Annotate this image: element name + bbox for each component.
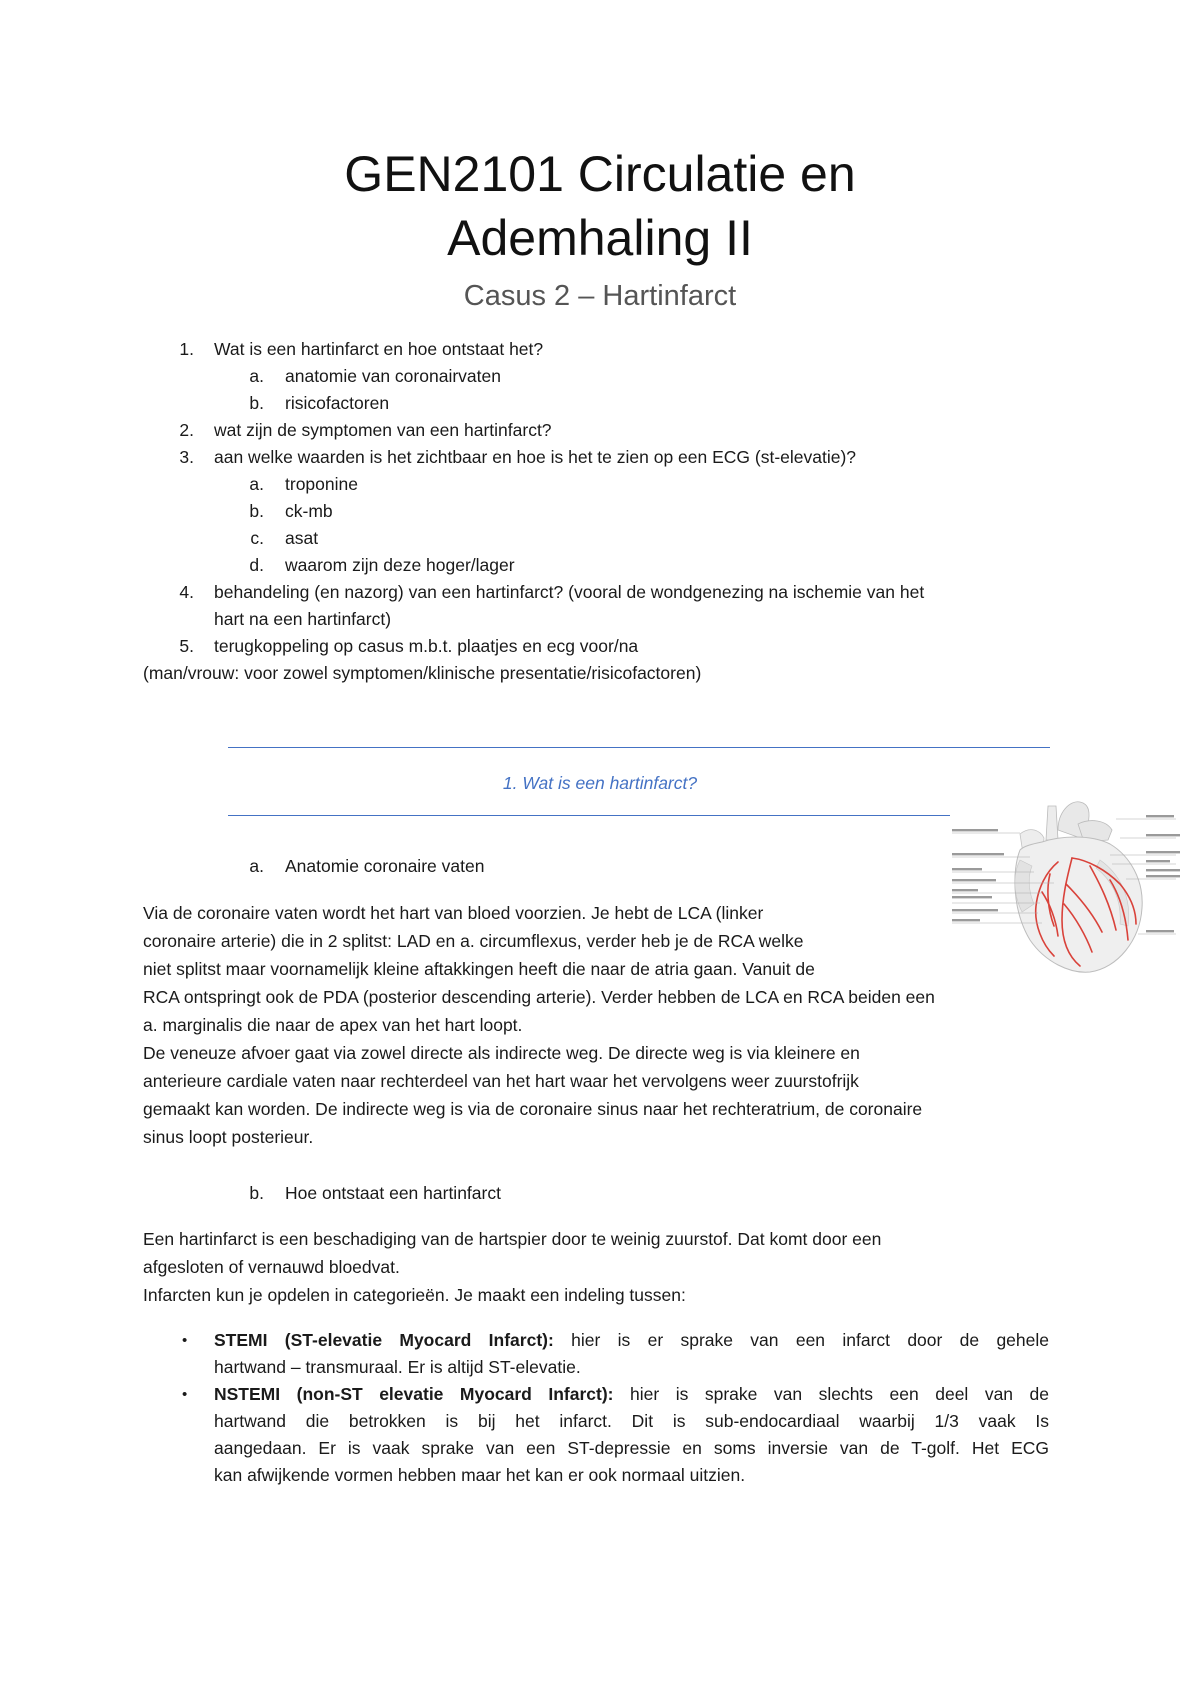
paragraph-line: Via de coronaire vaten wordt het hart van bloed voorzien. Je hebt de LCA (linker — [143, 903, 764, 923]
question-number: 2. — [179, 420, 194, 440]
question-number: 1. — [179, 339, 194, 359]
section-heading: 1. Wat is een hartinfarct? — [502, 773, 698, 793]
question-sub-text: anatomie van coronairvaten — [285, 366, 501, 386]
question-sub-text: asat — [285, 528, 319, 548]
bullet-nstemi-line: hartwand die betrokken is bij het infarct. Dit is sub-endocardiaal waarbij 1/3 vaak Is — [214, 1411, 1049, 1431]
question-text-continued: hart na een hartinfarct) — [214, 609, 392, 629]
bullet-stemi-line: hartwand – transmuraal. Er is altijd ST-elevatie. — [214, 1357, 581, 1377]
question-sub-letter: d. — [249, 555, 264, 575]
question-text: wat zijn de symptomen van een hartinfarct? — [214, 420, 552, 440]
paragraph-line: Een hartinfarct is een beschadiging van de hartspier door te weinig zuurstof. Dat komt door een — [143, 1229, 882, 1249]
question-text: Wat is een hartinfarct en hoe ontstaat het? — [214, 339, 544, 359]
document-subtitle: Casus 2 – Hartinfarct — [463, 280, 737, 312]
subheading-letter: a. — [249, 856, 264, 876]
heading-rule-top — [228, 747, 1050, 748]
question-sub-letter: a. — [249, 366, 264, 386]
question-sub-text: risicofactoren — [285, 393, 390, 413]
paragraph-line: afgesloten of vernauwd bloedvat. — [143, 1257, 400, 1277]
bullet-symbol: • — [182, 1386, 188, 1403]
paragraph-line: Infarcten kun je opdelen in categorieën. Je maakt een indeling tussen: — [143, 1285, 686, 1305]
bullet-nstemi-term: NSTEMI (non-ST elevatie Myocard Infarct): — [214, 1384, 614, 1404]
subheading-letter: b. — [249, 1183, 264, 1203]
document-title-line-1: GEN2101 Circulatie en — [344, 146, 856, 202]
bullet-symbol: • — [182, 1332, 188, 1349]
heading-rule-bottom — [228, 815, 950, 816]
bullet-nstemi-line — [214, 1381, 1049, 1408]
question-sub-letter: a. — [249, 474, 264, 494]
paragraph-line: RCA ontspringt ook de PDA (posterior descending arterie). Verder hebben de LCA en RCA beiden een — [143, 987, 935, 1007]
bullet-stemi-term: STEMI (ST-elevatie Myocard Infarct): — [214, 1330, 554, 1350]
bullet-stemi-text: hier is er sprake van een infarct door de gehele — [553, 1330, 1050, 1350]
paragraph-line: coronaire arterie) die in 2 splitst: LAD en a. circumflexus, verder heb je de RCA welke — [143, 931, 804, 951]
paragraph-line: gemaakt kan worden. De indirecte weg is via de coronaire sinus naar het rechteratrium, de coronaire — [143, 1099, 923, 1119]
heart-coronary-figure — [950, 800, 1182, 980]
question-number: 4. — [179, 582, 194, 602]
question-number: 3. — [179, 447, 194, 467]
bullet-stemi-line — [214, 1327, 1049, 1354]
question-sub-text: waarom zijn deze hoger/lager — [285, 555, 515, 575]
question-text: aan welke waarden is het zichtbaar en hoe is het te zien op een ECG (st-elevatie)? — [214, 447, 857, 467]
subheading-ontstaan: Hoe ontstaat een hartinfarct — [285, 1183, 501, 1203]
question-sub-text: ck-mb — [285, 501, 333, 521]
paragraph-line: sinus loopt posterieur. — [143, 1127, 314, 1147]
question-text: behandeling (en nazorg) van een hartinfarct? (vooral de wondgenezing na ischemie van het — [214, 582, 925, 602]
bullet-nstemi-line: aangedaan. Er is vaak sprake van een ST-depressie en soms inversie van de T-golf. Het ECG — [214, 1438, 1049, 1458]
bullet-nstemi-text: hier is sprake van slechts een deel van de — [613, 1384, 1049, 1404]
questions-note: (man/vrouw: voor zowel symptomen/klinische presentatie/risicofactoren) — [143, 663, 702, 683]
question-number: 5. — [179, 636, 194, 656]
paragraph-line: niet splitst maar voornamelijk kleine aftakkingen heeft die naar de atria gaan. Vanuit de — [143, 959, 815, 979]
question-sub-letter: b. — [249, 393, 264, 413]
question-sub-letter: b. — [249, 501, 264, 521]
bullet-nstemi-line: kan afwijkende vormen hebben maar het kan er ook normaal uitzien. — [214, 1465, 746, 1485]
heart-illustration — [950, 800, 1182, 980]
question-text: terugkoppeling op casus m.b.t. plaatjes en ecg voor/na — [214, 636, 639, 656]
paragraph-line: a. marginalis die naar de apex van het hart loopt. — [143, 1015, 523, 1035]
paragraph-line: anterieure cardiale vaten naar rechterdeel van het hart waar het vervolgens weer zuurstofrijk — [143, 1071, 859, 1091]
question-sub-text: troponine — [285, 474, 358, 494]
question-sub-letter: c. — [250, 528, 264, 548]
document-title-line-2: Ademhaling II — [447, 210, 753, 266]
subheading-anatomie: Anatomie coronaire vaten — [285, 856, 485, 876]
paragraph-line: De veneuze afvoer gaat via zowel directe als indirecte weg. De directe weg is via kleinere en — [143, 1043, 860, 1063]
